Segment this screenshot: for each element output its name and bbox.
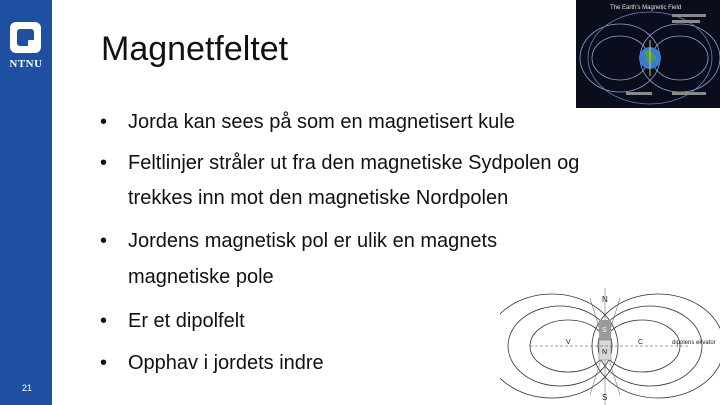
earth-magnetic-field-image bbox=[576, 0, 720, 108]
bullet-text: Jorda kan sees på som en magnetisert kule bbox=[128, 111, 515, 133]
bullet-dot: • bbox=[100, 310, 108, 332]
dipole-label-s-magnet: S bbox=[602, 327, 607, 334]
dipole-field-diagram bbox=[500, 288, 720, 405]
dipole-label-side: dipolens ekvator bbox=[672, 340, 716, 346]
logo-text: NTNU bbox=[9, 58, 43, 70]
slide-title: Magnetfeltet bbox=[101, 30, 289, 68]
bullet-dot: • bbox=[100, 152, 108, 174]
bullet-continuation: magnetiske pole bbox=[128, 266, 274, 288]
sidebar bbox=[0, 0, 52, 405]
bullet-dot: • bbox=[100, 352, 108, 374]
dipole-label-right: C bbox=[638, 339, 644, 346]
bullet-dot: • bbox=[100, 111, 108, 133]
earth-image-title: The Earth's Magnetic Field bbox=[610, 5, 682, 11]
dipole-label-n-top: N bbox=[602, 295, 608, 304]
bullet-text: Er et dipolfelt bbox=[128, 310, 245, 332]
dipole-label-left: V bbox=[566, 339, 571, 346]
dipole-label-n-magnet: N bbox=[602, 349, 608, 356]
ntnu-logo-icon bbox=[10, 22, 41, 53]
bullet-text: Jordens magnetisk pol er ulik en magnets bbox=[128, 230, 498, 252]
bullet-text: Feltlinjer stråler ut fra den magnetiske Sydpolen og bbox=[128, 152, 580, 174]
dipole-label-s-bottom: S bbox=[602, 393, 608, 402]
bullet-text: Opphav i jordets indre bbox=[128, 352, 324, 374]
bullet-continuation: trekkes inn mot den magnetiske Nordpolen bbox=[128, 187, 509, 209]
page-number: 21 bbox=[21, 383, 32, 393]
bullet-dot: • bbox=[100, 230, 108, 252]
